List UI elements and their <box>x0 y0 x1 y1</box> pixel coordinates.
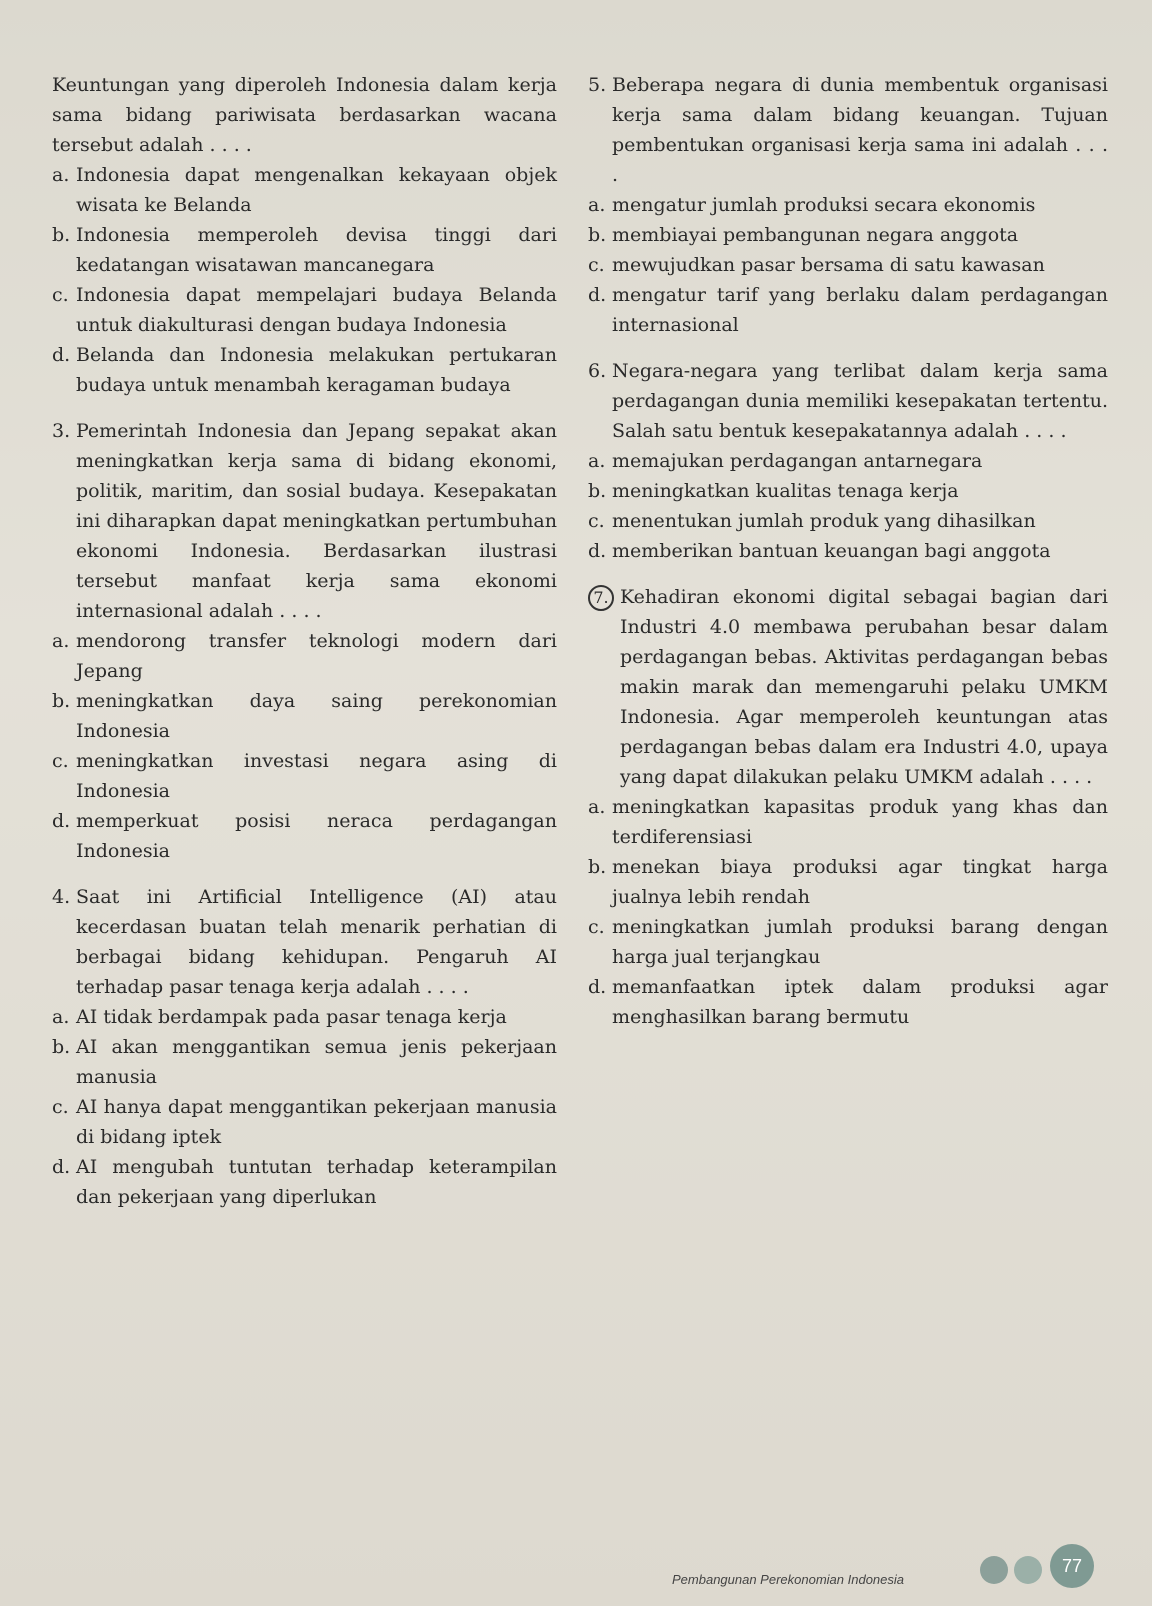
question-stem: Saat ini Artificial Intelligence (AI) atau kecerdasan buatan telah menarik perhatian di berbagai bidang kehidupan. Pengaruh AI terhadap pasar tenaga kerja adalah . . . . <box>76 886 557 998</box>
option-a: a. mendorong transfer teknologi modern dari Jepang <box>52 630 557 682</box>
option-d: d. memanfaatkan iptek dalam produksi agar menghasilkan barang bermutu <box>588 976 1108 1028</box>
right-column <box>588 70 1108 1048</box>
option-c: c. Indonesia dapat mempelajari budaya Belanda untuk diakulturasi dengan budaya Indonesia <box>52 284 557 336</box>
option-d: d. memberikan bantuan keuangan bagi anggota <box>588 540 1051 562</box>
question-number: 6. <box>588 360 607 382</box>
question-number: 4. <box>52 886 71 908</box>
option-c: c. meningkatkan investasi negara asing di Indonesia <box>52 750 557 802</box>
option-b: b. meningkatkan daya saing perekonomian Indonesia <box>52 690 557 742</box>
question-3 <box>52 416 557 866</box>
option-b: b. menekan biaya produksi agar tingkat harga jualnya lebih rendah <box>588 856 1108 908</box>
option-b: b. Indonesia memperoleh devisa tinggi dari kedatangan wisatawan mancanegara <box>52 224 557 276</box>
question-6-stem-row <box>588 356 1108 446</box>
footer-book-title: Pembangunan Perekonomian Indonesia <box>672 1572 905 1587</box>
question-5 <box>588 70 1108 340</box>
question-stem: Negara-negara yang terlibat dalam kerja sama perdagangan dunia memiliki kesepakatan tertentu. Salah satu bentuk kesepakatannya adalah . . . . <box>612 360 1108 442</box>
option-b: b. meningkatkan kualitas tenaga kerja <box>588 480 959 502</box>
option-d: d. AI mengubah tuntutan terhadap keterampilan dan pekerjaan yang diperlukan <box>52 1156 557 1208</box>
option-c: c. meningkatkan jumlah produksi barang dengan harga jual terjangkau <box>588 916 1108 968</box>
question-3-stem-row <box>52 416 557 626</box>
option-b: b. membiayai pembangunan negara anggota <box>588 224 1019 246</box>
option-a: a. Indonesia dapat mengenalkan kekayaan objek wisata ke Belanda <box>52 164 557 216</box>
question-4 <box>52 882 557 1212</box>
question-6 <box>588 356 1108 566</box>
option-c: c. menentukan jumlah produk yang dihasilkan <box>588 510 1036 532</box>
decorative-circle-icon <box>980 1556 1008 1584</box>
option-a: a. meningkatkan kapasitas produk yang khas dan terdiferensiasi <box>588 796 1108 848</box>
question-number-circled: 7. <box>588 585 614 611</box>
left-column <box>52 70 557 1228</box>
question-7-stem-row <box>588 582 1108 792</box>
option-d: d. Belanda dan Indonesia melakukan pertukaran budaya untuk menambah keragaman budaya <box>52 344 557 396</box>
question-5-stem-row <box>588 70 1108 190</box>
question-stem: Pemerintah Indonesia dan Jepang sepakat akan meningkatkan kerja sama di bidang ekonomi, politik, maritim, dan sosial budaya. Kesepakatan ini diharapkan dapat meningkatkan pertumbuhan ekonomi Indonesia. Berdasarkan ilustrasi tersebut manfaat kerja sama ekonomi internasional adalah . . . . <box>76 420 557 622</box>
option-c: c. mewujudkan pasar bersama di satu kawasan <box>588 254 1045 276</box>
option-c: c. AI hanya dapat menggantikan pekerjaan manusia di bidang iptek <box>52 1096 557 1148</box>
question-stem: Kehadiran ekonomi digital sebagai bagian dari Industri 4.0 membawa perubahan besar dalam perdagangan bebas. Aktivitas perdagangan bebas makin marak dan memengaruhi pelaku UMKM Indonesia. Agar memperoleh keuntungan atas perdagangan bebas dalam era Industri 4.0, upaya yang dapat dilakukan pelaku UMKM adalah . . . . <box>620 586 1108 788</box>
option-d: d. memperkuat posisi neraca perdagangan Indonesia <box>52 810 557 862</box>
option-b: b. AI akan menggantikan semua jenis pekerjaan manusia <box>52 1036 557 1088</box>
question-stem: Keuntungan yang diperoleh Indonesia dalam kerja sama bidang pariwisata berdasarkan wacana tersebut adalah . . . . <box>52 74 557 156</box>
question-number: 3. <box>52 420 71 442</box>
question-2-continuation <box>52 70 557 400</box>
question-number: 5. <box>588 74 607 96</box>
page-number: 77 <box>1050 1544 1094 1588</box>
question-7 <box>588 582 1108 1032</box>
question-stem: Beberapa negara di dunia membentuk organisasi kerja sama dalam bidang keuangan. Tujuan pembentukan organisasi kerja sama ini adalah . . . . <box>612 74 1108 186</box>
option-a: a. AI tidak berdampak pada pasar tenaga kerja <box>52 1006 507 1028</box>
decorative-circle-icon <box>1014 1556 1042 1584</box>
option-d: d. mengatur tarif yang berlaku dalam perdagangan internasional <box>588 284 1108 336</box>
question-4-stem-row <box>52 882 557 1002</box>
option-a: a. mengatur jumlah produksi secara ekonomis <box>588 194 1036 216</box>
option-a: a. memajukan perdagangan antarnegara <box>588 450 983 472</box>
